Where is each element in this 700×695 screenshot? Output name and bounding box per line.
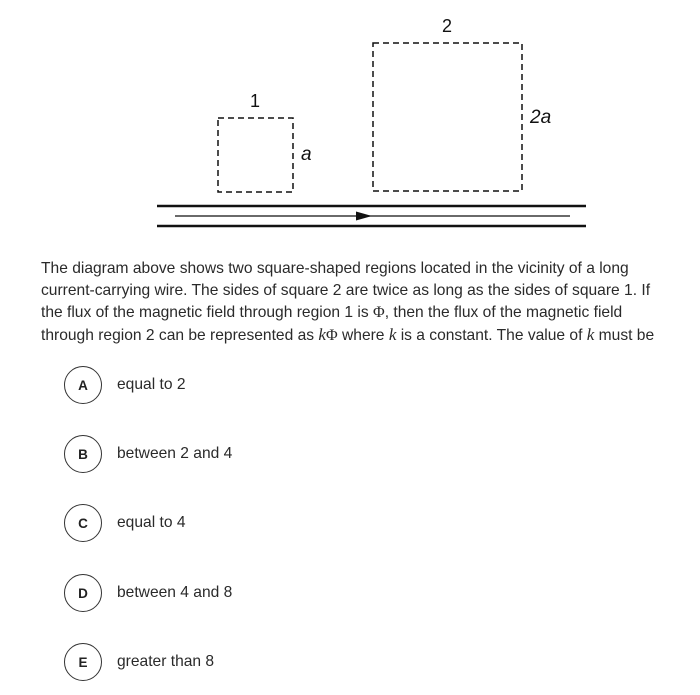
k-symbol-2: k bbox=[388, 325, 397, 344]
side-2a-label: 2a bbox=[530, 107, 552, 128]
choice-d[interactable] bbox=[64, 573, 232, 613]
choice-d-text: between 4 and 8 bbox=[117, 584, 233, 601]
choice-a-letter[interactable]: A bbox=[64, 366, 102, 404]
phi-symbol-2: Φ bbox=[325, 327, 338, 344]
choice-c[interactable] bbox=[64, 503, 186, 543]
square-region-1 bbox=[218, 118, 293, 192]
question-part-3: where bbox=[337, 327, 389, 344]
choice-d-letter[interactable]: D bbox=[64, 574, 102, 612]
question-part-5: must be bbox=[594, 327, 655, 344]
k-symbol: k bbox=[318, 325, 326, 344]
region-1-label: 1 bbox=[249, 91, 261, 111]
choice-b-text: between 2 and 4 bbox=[117, 445, 233, 462]
choice-a[interactable] bbox=[64, 365, 186, 405]
square-region-2 bbox=[373, 43, 522, 191]
current-arrow-icon bbox=[356, 212, 372, 221]
k-symbol-3: k bbox=[586, 325, 595, 344]
choice-b-letter[interactable]: B bbox=[64, 435, 102, 473]
question-text bbox=[41, 258, 676, 347]
choice-e-letter[interactable]: E bbox=[64, 643, 102, 681]
choice-b[interactable] bbox=[64, 434, 232, 474]
choice-e-text: greater than 8 bbox=[117, 653, 215, 670]
question-part-4: is a constant. The value of bbox=[396, 327, 587, 344]
choice-c-letter[interactable]: C bbox=[64, 504, 102, 542]
choice-e[interactable] bbox=[64, 642, 214, 682]
question-part-1: The diagram above shows two square-shaped regions located in the vicinity of a long current-carrying wire. The sides of square 2 are twice as long as the sides of square 1. If the flux of the magnetic field through region 1 is bbox=[41, 260, 651, 321]
choice-a-text: equal to 2 bbox=[117, 376, 186, 393]
region-2-label: 2 bbox=[441, 16, 453, 36]
side-a-label: a bbox=[301, 144, 312, 165]
physics-diagram bbox=[0, 0, 700, 240]
phi-symbol: Φ bbox=[373, 304, 385, 321]
question-part-2: , then the flux of the magnetic field through region 2 can be represented as bbox=[41, 304, 623, 344]
choice-c-text: equal to 4 bbox=[117, 514, 186, 531]
